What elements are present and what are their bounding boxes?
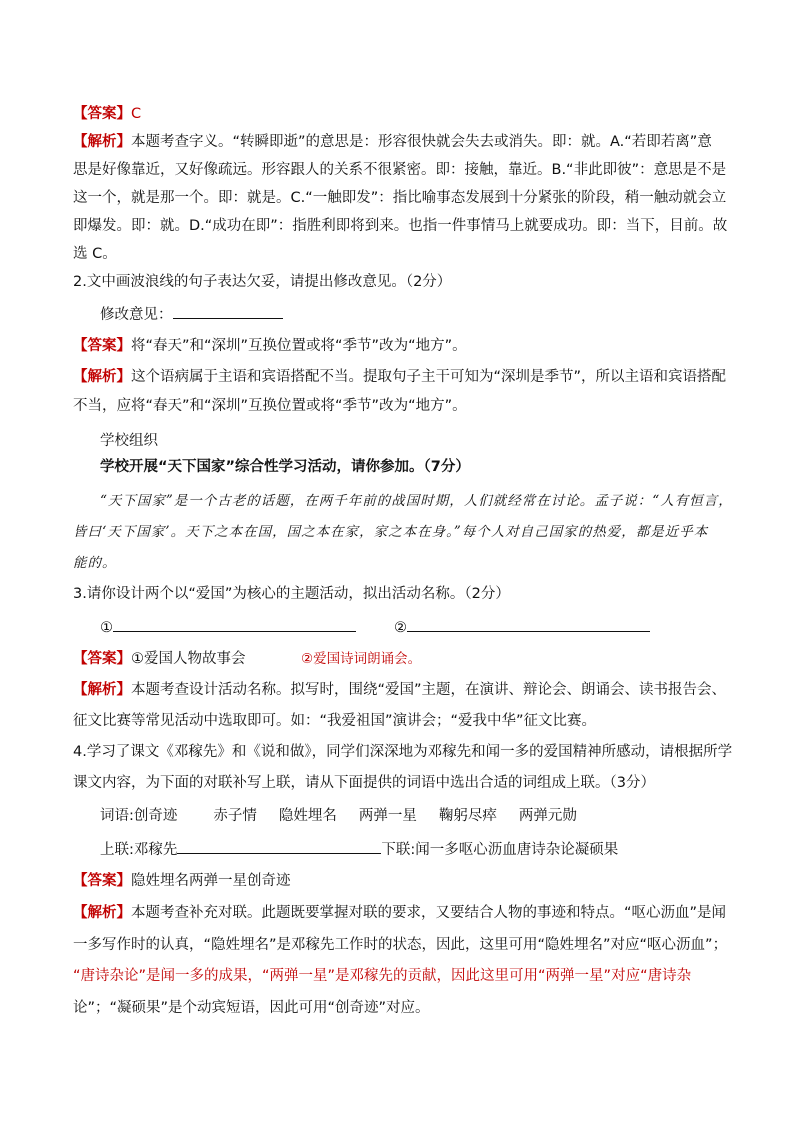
- q1-answer-line: [73, 104, 141, 124]
- q3-blank2-line: [394, 617, 650, 638]
- answer-tag: 【答案】: [73, 873, 131, 889]
- q3-answer-line: [73, 649, 246, 669]
- q1-analysis-line: 选 C。: [73, 246, 117, 262]
- q3-blank2[interactable]: [407, 617, 650, 632]
- analysis-tag: 【解析】: [73, 369, 131, 385]
- q3-blank1[interactable]: [113, 617, 356, 632]
- q3-blank2-label: ②: [394, 620, 407, 636]
- q4-lower-label: 下联:闻一多呕心沥血唐诗杂论凝硕果: [381, 842, 619, 858]
- q2-analysis-line: [73, 367, 726, 387]
- answer-tag: 【答案】: [73, 651, 131, 667]
- q2-field-line: [100, 304, 283, 325]
- q3-analysis-line: [73, 680, 726, 700]
- answer-tag: 【答案】: [73, 338, 131, 354]
- q4-answer: 隐姓埋名两弹一星创奇迹: [131, 873, 291, 889]
- q4-words-line: [100, 806, 577, 826]
- q4-word: 两弹一星: [358, 808, 417, 824]
- passage-line: 皆曰‘天下国家’。天下之本在国，国之本在家，家之本在身。”每个人对自己国家的热爱，都是近乎本: [73, 524, 709, 540]
- q4-analysis-line: 论”；“凝硕果”是个动宾短语，因此可用“创奇迹”对应。: [73, 1000, 430, 1016]
- q1-answer: C: [131, 106, 142, 122]
- q4-upper-label: 上联:邓稼先: [100, 842, 178, 858]
- q1-analysis-line: 思是好像靠近，又好像疏远。形容跟人的关系不很紧密。即：接触，靠近。B.“非此即彼”：意思是不是: [73, 162, 727, 178]
- q1-analysis-text: 本题考查字义。“转瞬即逝”的意思是：形容很快就会失去或消失。即：就。A.“若即若离”意: [131, 134, 712, 150]
- q4-couplet-line: [100, 839, 618, 860]
- q4-word: 隐姓埋名: [278, 808, 337, 824]
- q2-analysis-text: 这个语病属于主语和宾语搭配不当。提取句子主干可知为“深圳是季节”，所以主语和宾语搭配: [131, 369, 727, 385]
- section-title: 学校开展“天下国家”综合性学习活动，请你参加。（7分）: [100, 459, 470, 475]
- q1-analysis-line: 即爆发。即：就。D.“成功在即”：指胜利即将到来。也指一件事情马上就要成功。即：当下，目前。故: [73, 218, 728, 234]
- q3-answer2: ②爱国诗词朗诵会。: [301, 651, 422, 667]
- q3-analysis-text: 本题考查设计活动名称。拟写时，围绕“爱国”主题，在演讲、辩论会、朗诵会、读书报告会、: [131, 682, 727, 698]
- q4-word: 赤子情: [213, 808, 257, 824]
- q2-question: 2.文中画波浪线的句子表达欠妥，请提出修改意见。（2分）: [73, 274, 452, 290]
- q4-analysis-line: 一多写作时的认真，“隐姓埋名”是邓稼先工作时的状态，因此，这里可用“隐姓埋名”对应“呕心沥血”；: [73, 937, 728, 953]
- q4-answer-line: [73, 871, 291, 891]
- q2-answer-line: [73, 336, 467, 356]
- q3-analysis-line: 征文比赛等常见活动中选取即可。如：“我爱祖国”演讲会；“爱我中华”征文比赛。: [73, 713, 597, 729]
- q4-analysis-line: “唐诗杂论”是闻一多的成果，“两弹一星”是邓稼先的贡献，因此这里可用“两弹一星”对应“唐诗杂: [73, 968, 692, 984]
- q3-blanks-line: [100, 617, 356, 638]
- analysis-tag: 【解析】: [73, 905, 131, 921]
- q3-answer1: ①爱国人物故事会: [131, 651, 246, 667]
- q4-word: 鞠躬尽瘁: [438, 808, 497, 824]
- passage-line: 能的。: [73, 555, 117, 571]
- q2-answer-blank[interactable]: [173, 304, 283, 319]
- q4-question-line: 课文内容，为下面的对联补写上联，请从下面提供的词语中选出合适的词组成上联。（3分）: [73, 775, 655, 791]
- analysis-tag: 【解析】: [73, 682, 131, 698]
- q2-answer: 将“春天”和“深圳”互换位置或将“季节”改为“地方”。: [131, 338, 467, 354]
- q4-question-line: 4.学习了课文《邓稼先》和《说和做》，同学们深深地为邓稼先和闻一多的爱国精神所感动，请根据所学: [73, 744, 733, 760]
- q1-analysis-line: [73, 132, 712, 152]
- q3-question: 3.请你设计两个以“爱国”为核心的主题活动，拟出活动名称。（2分）: [73, 586, 510, 602]
- q4-upper-blank[interactable]: [177, 839, 381, 854]
- q3-blank1-label: ①: [100, 620, 113, 636]
- section-org: 学校组织: [100, 433, 158, 449]
- q4-word: 创奇迹: [133, 808, 178, 824]
- answer-tag: 【答案】: [73, 106, 131, 122]
- passage-line: “天下国家”是一个古老的话题，在两千年前的战国时期，人们就经常在讨论。孟子说：“人有恒言，: [100, 493, 733, 509]
- q2-field-label: 修改意见：: [100, 307, 173, 323]
- q1-analysis-line: 这一个，就是那一个。即：就是。C.“一触即发”：指比喻事态发展到十分紧张的阶段，稍一触动就会立: [73, 190, 727, 206]
- q4-words-label: 词语:: [100, 808, 134, 824]
- q2-analysis-line: 不当，应将“春天”和“深圳”互换位置或将“季节”改为“地方”。: [73, 398, 467, 414]
- q4-analysis-text: 本题考查补充对联。此题既要掌握对联的要求，又要结合人物的事迹和特点。“呕心沥血”是闻: [131, 905, 727, 921]
- q4-word: 两弹元勋: [518, 808, 577, 824]
- analysis-tag: 【解析】: [73, 134, 131, 150]
- q4-analysis-line: [73, 903, 726, 923]
